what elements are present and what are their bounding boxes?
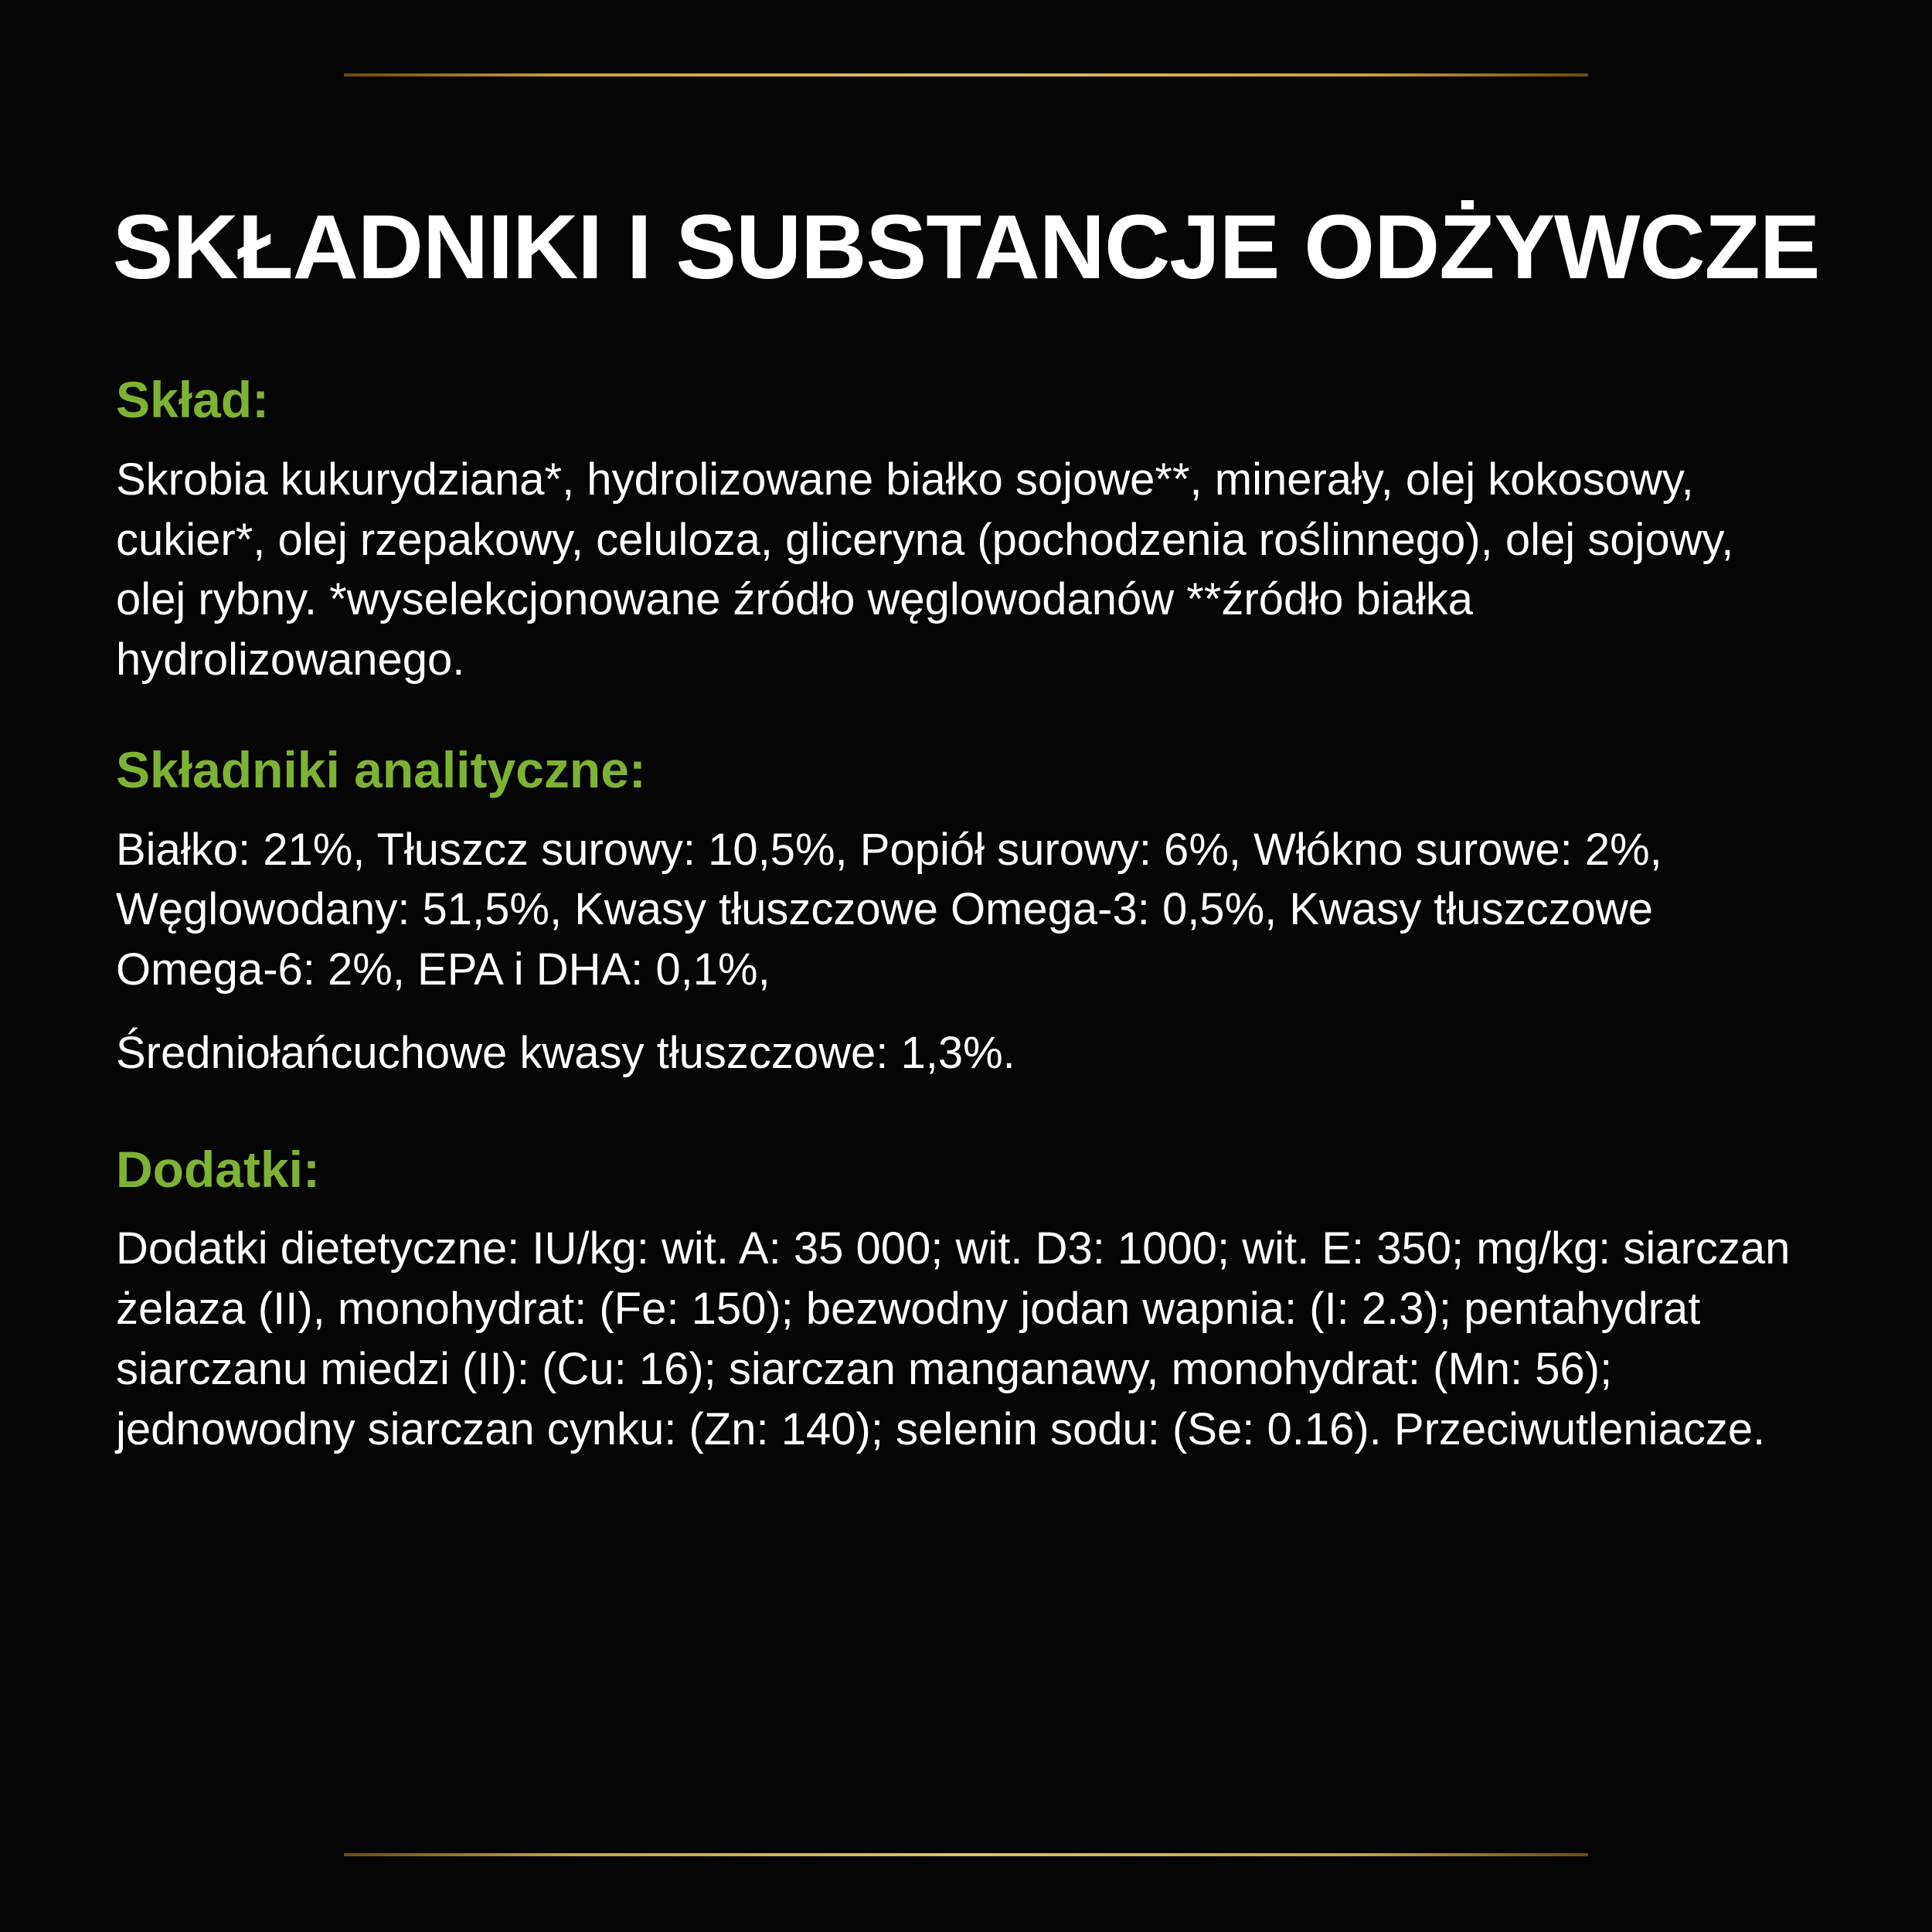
section-composition [116, 371, 1816, 690]
section-analytical-constituents [116, 741, 1816, 1083]
section-analytical-constituents-body: Białko: 21%, Tłuszcz surowy: 10,5%, Popiół surowy: 6%, Włókno surowe: 2%, Węglowodany: 51,5%, Kwasy tłuszczowe Omega-3: 0,5%, Kwasy tłuszczowe Omega-6: 2%, EPA i DHA: 0,1%, [116, 824, 1662, 995]
section-additives [116, 1141, 1816, 1460]
page-title: SKŁADNIKI I SUBSTANCJE ODŻYWCZE [112, 196, 1820, 299]
sections-container [116, 371, 1816, 1459]
section-additives-body: Dodatki dietetyczne: IU/kg: wit. A: 35 000; wit. D3: 1000; wit. E: 350; mg/kg: siarczan żelaza (II), monohydrat: (Fe: 150); bezwodny jodan wapnia: (I: 2.3); pentahydrat siarczanu miedzi (II): (Cu: 16); siarczan manganawy, monohydrat: (Mn: 56); jednowodny siarczan cynku: (Zn: 140); selenin sodu: (Se: 0.16). Przeciwutleniacze. [116, 1223, 1791, 1454]
section-analytical-constituents-heading: Składniki analityczne: [116, 740, 646, 798]
section-analytical-constituents-body-secondary: Średniołańcuchowe kwasy tłuszczowe: 1,3%. [116, 1027, 1015, 1078]
top-divider-rule [344, 73, 1588, 77]
section-additives-heading: Dodatki: [116, 1140, 320, 1198]
bottom-divider-rule [344, 1853, 1588, 1856]
section-composition-body: Skrobia kukurydziana*, hydrolizowane białko sojowe**, minerały, olej kokosowy, cukier*, olej rzepakowy, celuloza, gliceryna (pochodzenia roślinnego), olej sojowy, olej rybny. *wyselekcjonowane źródło węglowodanów **źródło białka hydrolizowanego. [116, 454, 1734, 685]
section-composition-heading: Skład: [116, 371, 270, 428]
